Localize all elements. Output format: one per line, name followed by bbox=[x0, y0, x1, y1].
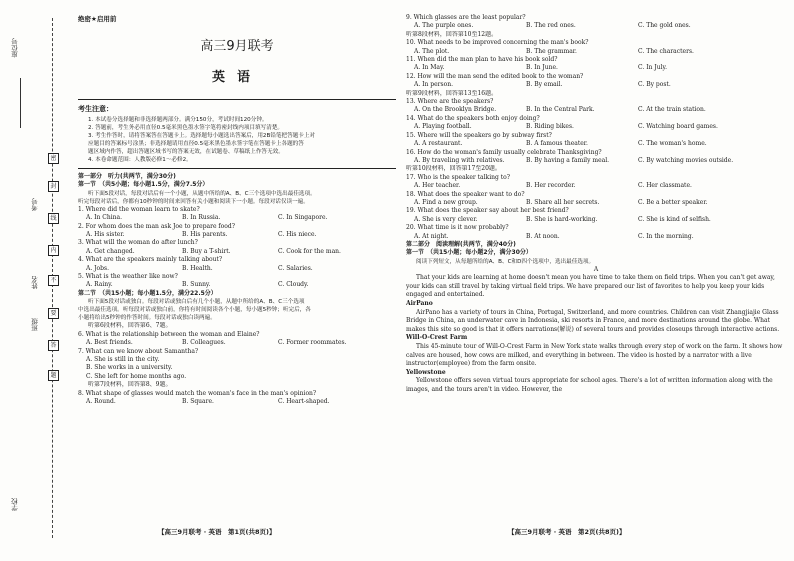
page-1 bbox=[78, 14, 396, 406]
option-c: C. The gold ones. bbox=[638, 22, 691, 30]
binding-margin bbox=[8, 18, 72, 538]
passage-heading: Yellowstone bbox=[406, 368, 446, 376]
option-a: A. A restaurant. bbox=[414, 140, 463, 148]
section1-instruction: 听完每段对话后，你都有10秒钟的时间来回答有关小题和阅读下一小题。每段对话仅读一遍。 bbox=[78, 198, 309, 205]
option-c: C. Cloudy. bbox=[278, 281, 309, 289]
section1-title: 第一节 （共5小题；每小题1.5分，满分7.5分） bbox=[78, 181, 209, 189]
option-b: B. She is hard-working. bbox=[526, 215, 598, 223]
option-b: B. His parents. bbox=[182, 231, 228, 239]
seal-char: 要 bbox=[48, 308, 59, 319]
name-label: 姓名 bbox=[31, 276, 39, 289]
seal-char: 密 bbox=[48, 153, 59, 164]
seal-char: 不 bbox=[48, 275, 59, 286]
option-c: C. Salaries. bbox=[278, 264, 313, 272]
question-text: 16. How do the woman's family usually celebrate Thanksgiving? bbox=[406, 148, 602, 156]
option-a: A. Rainy. bbox=[86, 281, 113, 289]
seat-no-line bbox=[20, 78, 21, 128]
option-b: B. The grammar. bbox=[526, 47, 577, 55]
seal-char: 答 bbox=[48, 340, 59, 351]
option-a: A. The plot. bbox=[414, 47, 450, 55]
option-b: B. Health. bbox=[182, 264, 213, 272]
question-text: 11. When did the man plan to have his book sold? bbox=[406, 56, 558, 64]
passage-heading: AirPano bbox=[406, 299, 433, 307]
question-text: 2. For whom does the man ask Joe to prepare food? bbox=[78, 222, 235, 230]
divider bbox=[78, 99, 396, 100]
dialogue-heading: 听第7段材料，回答第8、9题。 bbox=[88, 381, 172, 389]
passage-paragraph: Yellowstone offers seven virtual tours appropriate for school ages. There's a lot of written information along with the images, and the tours aren't in video. However, the bbox=[406, 377, 773, 393]
option-row bbox=[78, 339, 396, 347]
option-c: C. Cook for the man. bbox=[278, 247, 341, 255]
option-a: A. Best friends. bbox=[86, 339, 133, 347]
option-b: B. Square. bbox=[182, 397, 214, 405]
option-c: C. Be a better speaker. bbox=[638, 198, 708, 206]
page1-footer: 【高三9月联考 · 英语 第1页(共8页)】 bbox=[158, 528, 276, 536]
option-c: C. The woman's home. bbox=[638, 140, 707, 148]
option-b: B. The red ones. bbox=[526, 22, 576, 30]
option-row bbox=[406, 123, 786, 131]
option-c: C. In July. bbox=[638, 64, 668, 72]
option-c: C. By watching movies outside. bbox=[638, 156, 734, 164]
seal-char: 内 bbox=[48, 245, 59, 256]
option-row bbox=[406, 22, 786, 30]
exam-title: 高三9月联考 bbox=[200, 39, 274, 54]
note-line: 3. 考生作答时，请将答案答在答题卡上。选择题每小题选出答案后，用2B铅笔把答题卡上对 bbox=[88, 133, 316, 139]
question-text: 5. What is the weather like now? bbox=[78, 273, 178, 281]
question-text: 20. What time is it now probably? bbox=[406, 224, 509, 232]
option-row bbox=[406, 81, 786, 89]
option-a: A. By traveling with relatives. bbox=[414, 156, 505, 164]
option-b: B. Riding bikes. bbox=[526, 123, 574, 131]
passage-label: A bbox=[593, 265, 599, 273]
section2-instruction: 中选出最佳选项。听每段对话或独白前，你将有时间阅读各个小题，每小题5秒钟；听完后，各 bbox=[78, 307, 311, 314]
part1-title: 第一部分 听力(共两节，满分30分) bbox=[78, 173, 176, 180]
option-c: C. She left for home months ago. bbox=[86, 372, 187, 380]
option-a: A. In person. bbox=[414, 81, 454, 89]
option-row bbox=[406, 48, 786, 56]
option-row bbox=[78, 265, 396, 273]
option-b: B. She works in a university. bbox=[86, 364, 173, 372]
option-b: B. By email. bbox=[526, 81, 563, 89]
passage-paragraph: That your kids are learning at home doesn't mean you have time to take them on field trips. When you can't get away, your kids can still travel by taking virtual field trips. We have prepared our list of favorites to help you keep your kids engaged and entertained. bbox=[406, 274, 775, 299]
notes-title: 考生注意： bbox=[78, 105, 113, 113]
dialogue-heading: 听第6段材料，回答第6、7题。 bbox=[88, 322, 172, 330]
section1-title: 第一节 （共15小题；每小题2分，满分30分） bbox=[406, 249, 532, 257]
class-label: 班级 bbox=[31, 318, 39, 331]
option-row bbox=[406, 157, 786, 165]
option-row bbox=[406, 182, 786, 190]
seat-no-label: 座位号 bbox=[11, 38, 19, 58]
note-line: 题区域内作答，超出答题区域书写的答案无效，在试题卷、草稿纸上作答无效。 bbox=[88, 149, 284, 155]
option-a: A. At night. bbox=[414, 232, 449, 240]
option-row bbox=[406, 216, 786, 224]
option-row bbox=[406, 140, 786, 148]
note-line: 4. 本卷命题范围：人教版必修1～必修2。 bbox=[88, 157, 192, 163]
option-c: C. Former roommates. bbox=[278, 339, 347, 347]
option-b: B. In Russia. bbox=[182, 214, 221, 222]
question-text: 4. What are the speakers mainly talking about? bbox=[78, 256, 223, 264]
question-text: 7. What can we know about Samantha? bbox=[78, 347, 199, 355]
question-text: 17. Who is the speaker talking to? bbox=[406, 173, 510, 181]
question-text: 13. Where are the speakers? bbox=[406, 98, 494, 106]
section2-instruction: 小题将给出5秒钟的作答时间。每段对话或独白读两遍。 bbox=[78, 315, 216, 322]
question-text: 19. What does the speaker say about her best friend? bbox=[406, 207, 569, 215]
option-a: A. In May. bbox=[414, 64, 445, 72]
part2-title: 第二部分 阅读理解(共两节，满分40分) bbox=[406, 240, 516, 248]
option-b: B. Her recorder. bbox=[526, 182, 576, 190]
section2-instruction: 听下面5段对话或独白。每段对话或独白后有几个小题，从题中所给的A、B、C三个选项 bbox=[88, 299, 305, 306]
seal-char: 封 bbox=[48, 181, 59, 192]
option-b: B. By having a family meal. bbox=[526, 156, 610, 164]
option-a: A. Get changed. bbox=[86, 247, 135, 255]
option-row bbox=[406, 106, 786, 114]
divider bbox=[78, 168, 396, 169]
section2-title: 第二节 （共15小题；每小题1.5分，满分22.5分） bbox=[78, 289, 217, 297]
option-b: B. Sunny. bbox=[182, 281, 211, 289]
question-text: 3. What will the woman do after lunch? bbox=[78, 239, 198, 247]
option-a: A. The purple ones. bbox=[414, 22, 474, 30]
candidate-no-label: 考号 bbox=[31, 198, 39, 211]
option-c: C. By post. bbox=[638, 81, 671, 89]
option-b: B. In the Central Park. bbox=[526, 106, 595, 114]
option-c: C. Heart-shaped. bbox=[278, 397, 330, 405]
note-line: 2. 答题前，考生务必用直径0.5毫米黑色墨水签字笔将密封线内项目填写清楚。 bbox=[88, 125, 284, 131]
option-row bbox=[78, 248, 396, 256]
page-2 bbox=[406, 14, 786, 395]
passage-heading: Will-O-Crest Farm bbox=[406, 334, 468, 342]
option-b: B. In June. bbox=[526, 64, 558, 72]
option-b: B. A famous theater. bbox=[526, 140, 588, 148]
option-row bbox=[78, 231, 396, 239]
option-a: A. In China. bbox=[86, 214, 123, 222]
question-text: 18. What does the speaker want to do? bbox=[406, 190, 525, 198]
dialogue-heading: 听第9段材料，回答第13至16题。 bbox=[406, 89, 498, 97]
dialogue-heading: 听第10段材料，回答第17至20题。 bbox=[406, 165, 501, 173]
option-a: A. On the Brooklyn Bridge. bbox=[414, 106, 497, 114]
option-b: B. Share all her secrets. bbox=[526, 198, 600, 206]
question-text: 6. What is the relationship between the woman and Elaine? bbox=[78, 330, 260, 338]
option-a: A. Jobs. bbox=[86, 264, 109, 272]
question-text: 15. Where will the speakers go by subway first? bbox=[406, 131, 552, 139]
confidential-mark: 绝密★启用前 bbox=[78, 15, 117, 23]
dialogue-heading: 听第8段材料，回答第10至12题。 bbox=[406, 30, 498, 38]
question-text: 8. What shape of glasses would match the woman's face in the man's opinion? bbox=[78, 389, 317, 397]
seal-char: 题 bbox=[48, 370, 59, 381]
option-c: C. Watching board games. bbox=[638, 123, 718, 131]
option-a: A. Round. bbox=[86, 397, 116, 405]
section1-instruction: 阅读下列短文，从每题所给的A、B、C和D四个选项中，选出最佳选项。 bbox=[416, 258, 595, 265]
note-line: 应题目的答案标号涂黑；非选择题请用直径0.5毫米黑色墨水签字笔在答题卡上各题的答 bbox=[88, 141, 304, 147]
option-b: B. Buy a T-shirt. bbox=[182, 247, 231, 255]
question-text: 10. What needs to be improved concerning the man's book? bbox=[406, 39, 589, 47]
option-row bbox=[78, 281, 396, 289]
option-a: A. She is still in the city. bbox=[86, 355, 160, 363]
option-row bbox=[406, 64, 786, 72]
option-c: C. His niece. bbox=[278, 231, 317, 239]
passage-paragraph: AirPano has a variety of tours in China, Portugal, Switzerland, and more countries. Children can visit Zhangjiajie Glass Bridge in China, an underwater cave in Indonesia, ski resorts in France, and more destinations around the globe. What makes this site so good is that it offers narrations(解说) of several tours and provides closeups through interactive actions. bbox=[406, 308, 780, 333]
option-b: B. At noon. bbox=[526, 232, 560, 240]
option-c: C. In the morning. bbox=[638, 232, 694, 240]
seal-char: 线 bbox=[48, 213, 59, 224]
question-text: 9. Which glasses are the least popular? bbox=[406, 14, 526, 21]
option-c: C. The characters. bbox=[638, 47, 694, 55]
option-row bbox=[78, 214, 396, 222]
question-text: 14. What do the speakers both enjoy doing? bbox=[406, 114, 540, 122]
option-c: C. In Singapore. bbox=[278, 214, 328, 222]
option-row bbox=[406, 199, 786, 207]
school-label: 学校 bbox=[11, 498, 19, 511]
option-c: C. She is kind of selfish. bbox=[638, 215, 711, 223]
option-a: A. His sister. bbox=[86, 231, 125, 239]
page2-footer: 【高三9月联考 · 英语 第2页(共8页)】 bbox=[508, 528, 626, 536]
option-c: C. At the train station. bbox=[638, 106, 706, 114]
option-a: A. Find a new group. bbox=[414, 198, 478, 206]
question-text: 1. Where did the woman learn to skate? bbox=[78, 205, 200, 213]
option-c: C. Her classmate. bbox=[638, 182, 692, 190]
option-row bbox=[78, 398, 396, 406]
question-text: 12. How will the man send the edited book to the woman? bbox=[406, 72, 584, 80]
note-line: 1. 本试卷分选择题和非选择题两部分。满分150分，考试时间120分钟。 bbox=[88, 117, 268, 123]
section1-instruction: 听下面5段对话，每段对话后有一个小题，从题中所给的A、B、C三个选项中选出最佳选项。 bbox=[88, 190, 316, 197]
option-row bbox=[406, 233, 786, 241]
exam-subject: 英语 bbox=[211, 70, 262, 85]
option-a: A. Her teacher. bbox=[414, 182, 461, 190]
option-a: A. She is very clever. bbox=[414, 215, 478, 223]
option-b: B. Colleagues. bbox=[182, 339, 226, 347]
option-a: A. Playing football. bbox=[414, 123, 472, 131]
passage-paragraph: This 45-minute tour of Will-O-Crest Farm in New York state walks through every step of work on the farm. It shows how calves are housed, how cows are milked, and everything in between. The video is hosted by a narrator with a live instructor(employee) from the farm onsite. bbox=[406, 342, 783, 368]
